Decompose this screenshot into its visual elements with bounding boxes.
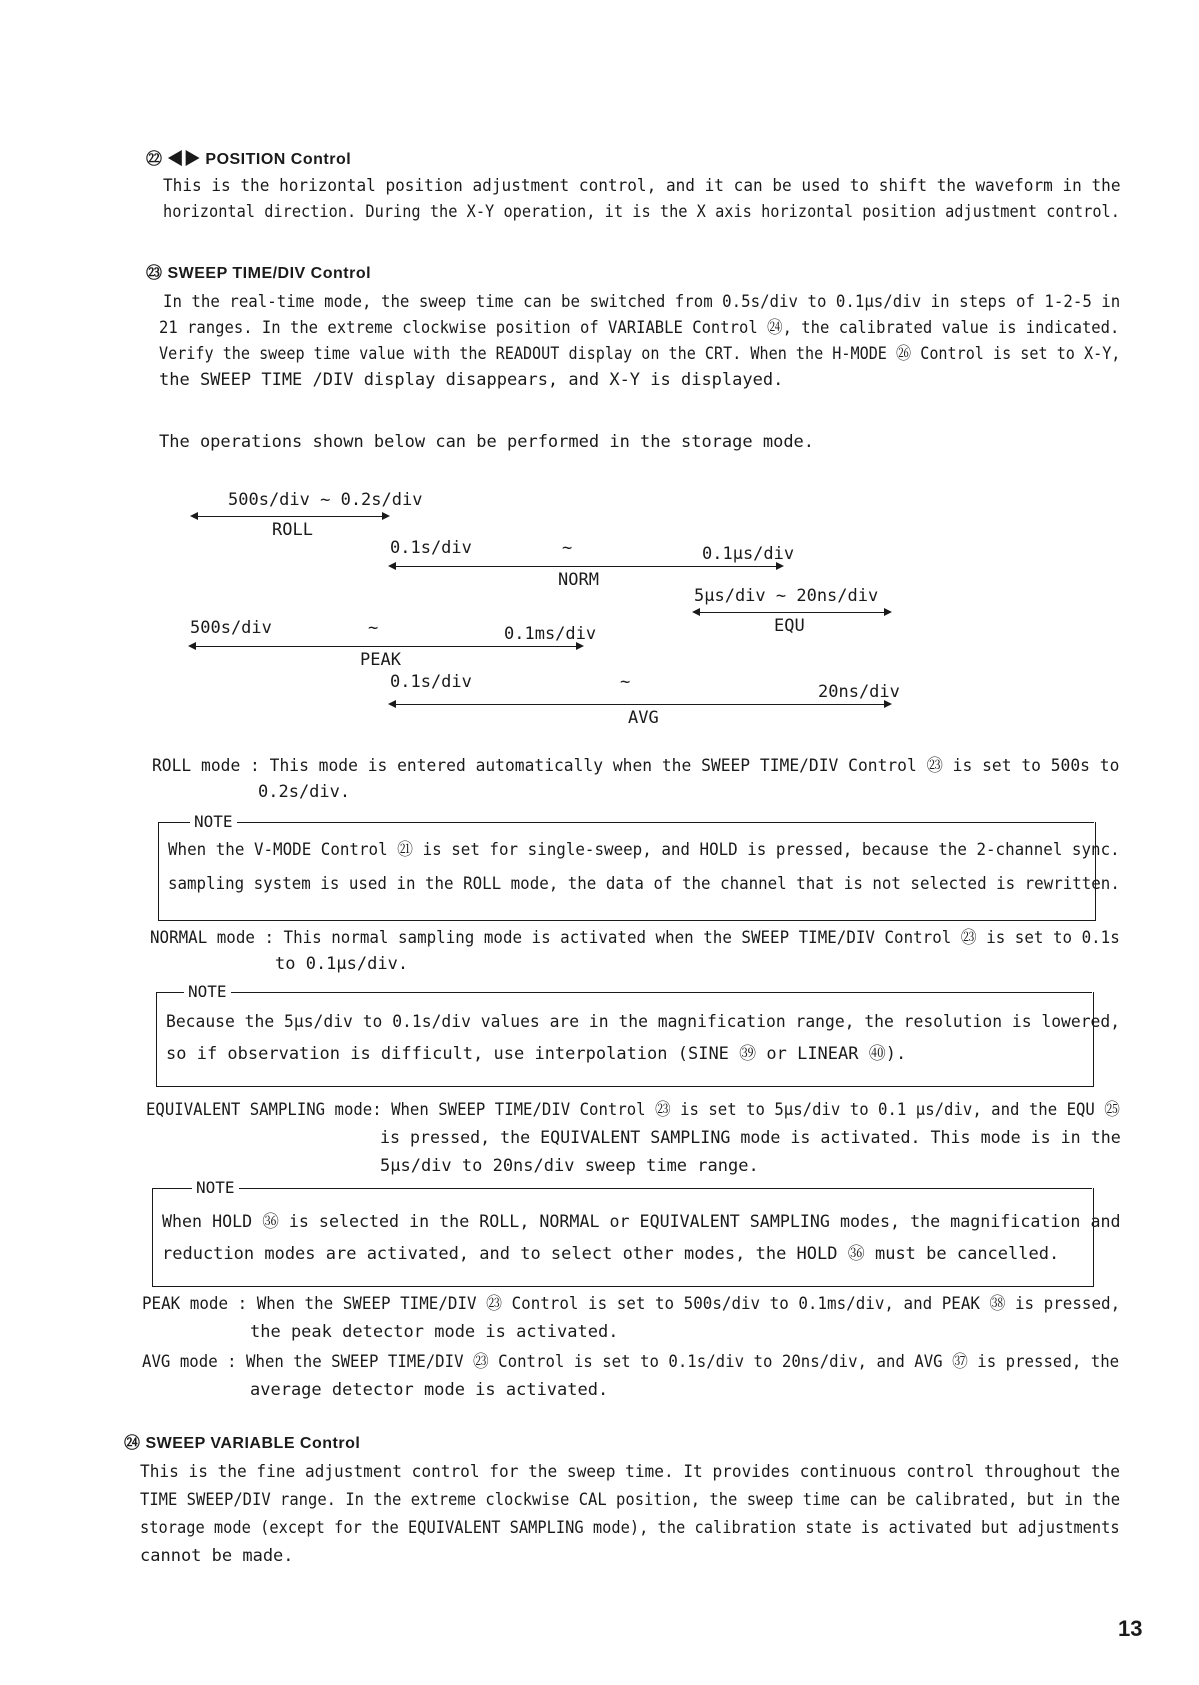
note-2-box bbox=[156, 992, 1094, 1087]
storage-intro: The operations shown below can be performed in the storage mode. bbox=[159, 432, 815, 452]
roll-range-text: 500s/div ~ 0.2s/div bbox=[228, 490, 423, 510]
section-23-line-1: In the real-time mode, the sweep time can be switched from 0.5s/div to 0.1μs/div in steps of 1-2-5 in bbox=[163, 292, 1121, 312]
section-24-heading: ㉔ SWEEP VARIABLE Control bbox=[124, 1435, 361, 1452]
avg-tilde: ~ bbox=[620, 672, 631, 692]
page-number: 13 bbox=[1118, 1616, 1143, 1641]
avg-range-arrow bbox=[390, 704, 890, 705]
equ-range-text: 5μs/div ~ 20ns/div bbox=[694, 586, 879, 606]
section-22-line-1: This is the horizontal position adjustment control, and it can be used to shift the waveform in the bbox=[163, 176, 1121, 196]
roll-label: ROLL bbox=[272, 520, 313, 540]
section-22-heading: ㉒ ◀▶ POSITION Control bbox=[146, 151, 352, 168]
peak-range-arrow bbox=[190, 646, 582, 647]
norm-range-arrow bbox=[390, 566, 782, 567]
avg-mode-line-2: average detector mode is activated. bbox=[250, 1380, 609, 1400]
section-24-line-3: storage mode (except for the EQUIVALENT SAMPLING mode), the calibration state is activated but adjustments bbox=[140, 1518, 1120, 1538]
avg-start: 0.1s/div bbox=[390, 672, 472, 692]
equ-mode-line-3: 5μs/div to 20ns/div sweep time range. bbox=[380, 1156, 759, 1176]
avg-end: 20ns/div bbox=[818, 682, 900, 702]
normal-mode-line-2: to 0.1μs/div. bbox=[275, 954, 409, 974]
peak-end: 0.1ms/div bbox=[504, 624, 597, 644]
section-24-line-2: TIME SWEEP/DIV range. In the extreme clockwise CAL position, the sweep time can be calibrated, but in the bbox=[140, 1490, 1121, 1510]
peak-mode-line-2: the peak detector mode is activated. bbox=[250, 1322, 619, 1342]
peak-tilde: ~ bbox=[368, 618, 379, 638]
section-23-line-2: 21 ranges. In the extreme clockwise position of VARIABLE Control ㉔, the calibrated value is indicated. bbox=[159, 318, 1120, 338]
section-22-line-2: horizontal direction. During the X-Y operation, it is the X axis horizontal position adjustment control. bbox=[163, 202, 1120, 222]
norm-start: 0.1s/div bbox=[390, 538, 472, 558]
roll-range-arrow bbox=[192, 516, 388, 517]
note-2-line-2: so if observation is difficult, use interpolation (SINE ㊴ or LINEAR ㊵). bbox=[166, 1044, 907, 1064]
note-2-label: NOTE bbox=[184, 982, 231, 1002]
roll-mode-line-2: 0.2s/div. bbox=[258, 782, 351, 802]
norm-end: 0.1μs/div bbox=[702, 544, 795, 564]
note-3-line-2: reduction modes are activated, and to select other modes, the HOLD ㊱ must be cancelled. bbox=[162, 1244, 1060, 1264]
equ-label: EQU bbox=[774, 616, 805, 636]
note-1-label: NOTE bbox=[190, 812, 237, 832]
section-24-line-1: This is the fine adjustment control for the sweep time. It provides continuous control throughout the bbox=[140, 1462, 1120, 1482]
note-1-line-1: When the V-MODE Control ㉑ is set for single-sweep, and HOLD is pressed, because the 2-channel sync. bbox=[168, 840, 1120, 860]
peak-mode-line-1: PEAK mode : When the SWEEP TIME/DIV ㉓ Control is set to 500s/div to 0.1ms/div, and PEAK ㊳ is pressed, bbox=[142, 1294, 1121, 1314]
section-23-line-3: Verify the sweep time value with the READOUT display on the CRT. When the H-MODE ㉖ Control is set to X-Y, bbox=[159, 344, 1121, 364]
note-2-line-1: Because the 5μs/div to 0.1s/div values are in the magnification range, the resolution is lowered, bbox=[166, 1012, 1121, 1032]
norm-tilde: ~ bbox=[562, 538, 573, 558]
normal-mode-line-1: NORMAL mode : This normal sampling mode is activated when the SWEEP TIME/DIV Control ㉓ is set to 0.1s bbox=[150, 928, 1120, 948]
peak-label: PEAK bbox=[360, 650, 401, 670]
norm-label: NORM bbox=[558, 570, 599, 590]
equ-mode-line-1: EQUIVALENT SAMPLING mode: When SWEEP TIME/DIV Control ㉓ is set to 5μs/div to 0.1 μs/div, and the EQU ㉕ bbox=[146, 1100, 1120, 1120]
note-3-box bbox=[152, 1188, 1094, 1287]
note-3-line-1: When HOLD ㊱ is selected in the ROLL, NORMAL or EQUIVALENT SAMPLING modes, the magnification and bbox=[162, 1212, 1121, 1232]
peak-start: 500s/div bbox=[190, 618, 272, 638]
equ-range-arrow bbox=[694, 612, 890, 613]
section-23-line-4: the SWEEP TIME /DIV display disappears, and X-Y is displayed. bbox=[159, 370, 784, 390]
note-1-box bbox=[158, 822, 1096, 921]
roll-mode-line-1: ROLL mode : This mode is entered automatically when the SWEEP TIME/DIV Control ㉓ is set to 500s to bbox=[152, 756, 1120, 776]
avg-label: AVG bbox=[628, 708, 659, 728]
avg-mode-line-1: AVG mode : When the SWEEP TIME/DIV ㉓ Control is set to 0.1s/div to 20ns/div, and AVG ㊲ is pressed, the bbox=[142, 1352, 1120, 1372]
section-24-line-4: cannot be made. bbox=[140, 1546, 294, 1566]
equ-mode-line-2: is pressed, the EQUIVALENT SAMPLING mode is activated. This mode is in the bbox=[380, 1128, 1121, 1148]
note-1-line-2: sampling system is used in the ROLL mode, the data of the channel that is not selected is rewritten. bbox=[168, 874, 1120, 894]
section-23-heading: ㉓ SWEEP TIME/DIV Control bbox=[146, 265, 372, 282]
note-3-label: NOTE bbox=[192, 1178, 239, 1198]
